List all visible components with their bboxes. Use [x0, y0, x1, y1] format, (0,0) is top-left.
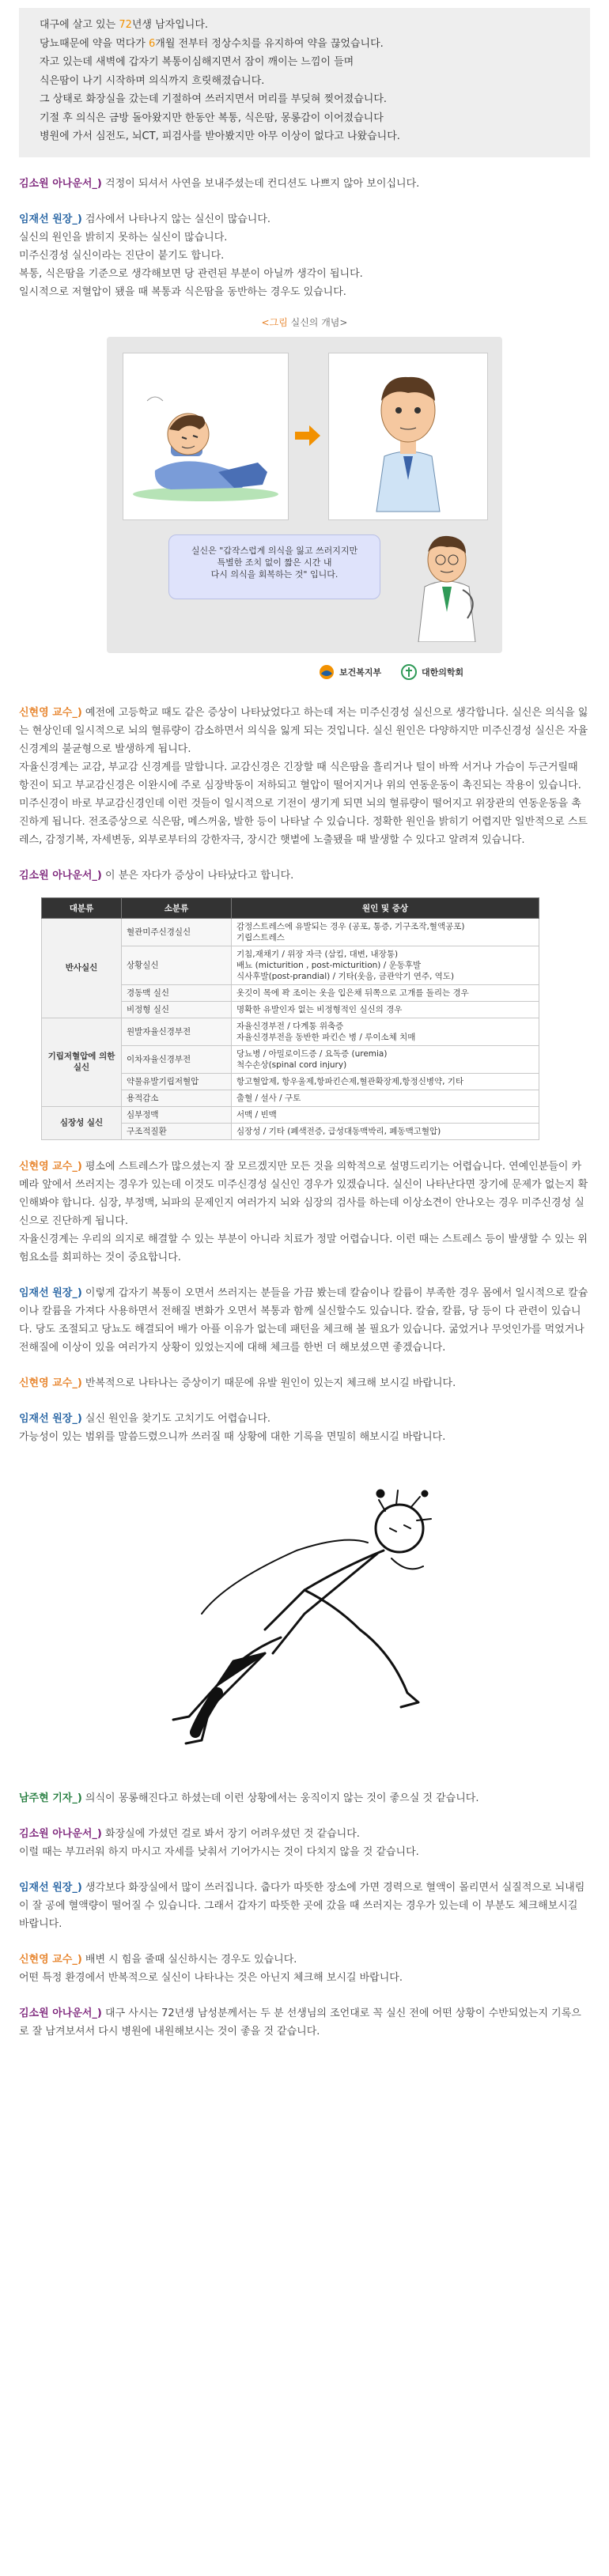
syncope-concept-figure	[107, 337, 502, 653]
letter-text: 개월 전부터 정상수치를 유지하여 약을 끊었습니다.	[155, 37, 384, 50]
cause-line: 명확한 유발인자 없는 비정형적인 실신의 경우	[236, 1004, 403, 1014]
speaker-name: 신현영 교수_)	[19, 1160, 82, 1173]
dialogue-line	[19, 2004, 590, 2041]
speaker-name: 김소원 아나운서_)	[19, 1827, 102, 1840]
dialogue-paragraph	[19, 867, 590, 885]
dialogue-paragraph	[19, 175, 590, 193]
dialogue-paragraph	[19, 1374, 590, 1392]
sub-category-cell: 비정형 실신	[122, 1001, 232, 1018]
dialogue-line	[19, 283, 590, 301]
dialogue-line	[19, 175, 590, 193]
speaker-name: 남주현 기자_)	[19, 1792, 82, 1804]
table-row	[42, 918, 539, 946]
sub-category-cell: 혈관미주신경실신	[122, 918, 232, 946]
cause-line: 배뇨 (micturition , post-micturition) / 운동후발	[236, 960, 422, 970]
mohw-emblem-icon	[319, 664, 335, 680]
cause-line: 기침,재채기 / 위장 자극 (삼킴, 대변, 내장통)	[236, 949, 399, 959]
cause-line: 서맥 / 빈맥	[236, 1109, 277, 1120]
cause-cell	[232, 946, 539, 984]
dialogue-line	[19, 247, 590, 265]
dialogue-line	[19, 1158, 590, 1230]
sub-category-cell: 용적감소	[122, 1090, 232, 1106]
dialogue-line	[19, 229, 590, 247]
major-category-cell: 기립저혈압에 의한 실신	[42, 1018, 122, 1106]
speaker-name: 신현영 교수_)	[19, 706, 82, 719]
letter-text: 기절 후 의식은 금방 돌아왔지만 한동안 복통, 식은땀, 몽롱감이 이어졌습니다	[40, 111, 384, 124]
letter-text: 대구에 살고 있는	[40, 19, 119, 31]
letter-text: 그 상태로 화장실을 갔는데 기절하여 쓰러지면서 머리를 부딪혀 찢어졌습니다.	[40, 93, 388, 105]
dialogue-paragraph	[19, 1951, 590, 1987]
dialogue-text: 미주신경이 바로 부교감신경인데 이런 것들이 일시적으로 기전이 생기게 되면 뇌의 혈류량이 떨어지고 위장관의 연동운동을 촉진하게 됩니다. 전조증상으로 식은땀, 메스꺼움, 발한 등이 나타날 수 있습니다. 정확한 원인을 밝히기 어렵지만 일반적으로 스트레스, 감정기복, 자세변동, 외부로부터의 강한자극, 장시간 햇볕에 노출됐을 때 발생할 수 있다고 알려져 있습니다.	[19, 797, 588, 846]
arrow-right-icon	[293, 424, 322, 448]
fainted-man-illustration	[123, 353, 289, 520]
viewer-letter	[19, 8, 590, 157]
dialogue-line	[19, 795, 590, 849]
doctor-illustration	[407, 523, 486, 642]
cause-line: 심장성 / 기타 (폐색전증, 급성대동맥박리, 폐동맥고혈압)	[236, 1126, 441, 1136]
speaker-name: 임재선 원장_)	[19, 213, 82, 225]
dialogue-line	[19, 265, 590, 283]
letter-line	[40, 90, 569, 109]
speaker-name: 임재선 원장_)	[19, 1412, 82, 1425]
speaker-name: 임재선 원장_)	[19, 1881, 82, 1894]
kams-emblem-icon	[401, 664, 417, 680]
header-cause-symptom: 원인 및 증상	[232, 897, 539, 918]
mohw-logo	[319, 664, 381, 680]
syncope-classification-table	[41, 897, 539, 1140]
figure-source-logos	[107, 659, 502, 686]
recovered-man-illustration	[328, 353, 488, 520]
dialogue-paragraph	[19, 2004, 590, 2041]
dialogue-text: 이렇게 갑자기 복통이 오면서 쓰러지는 분들을 가끔 봤는데 칼슘이나 칼륨이 부족한 경우 몸에서 일시적으로 칼슘이나 칼륨을 가져다 사용하면서 전해질 변화가 오면서 복통과 함께 실신할수도 있습니다. 칼슘, 칼륨, 당 등이 다 관련이 있습니다. 당도 조절되고 당뇨도 해결되어 배가 아플 이유가 없는데 패턴을 체크해 볼 필요가 있습니다. 굶었거나 무엇인가를 먹었거나 전해질에 이상이 있을 여러가지 상황이 있었는지에 대해 체크를 한번 더 해보셨으면 좋겠습니다.	[19, 1286, 588, 1354]
dialogue-paragraph	[19, 1410, 590, 1446]
letter-line	[40, 35, 569, 54]
cause-cell	[232, 984, 539, 1001]
dialogue-line	[19, 1969, 590, 1987]
sub-category-cell: 구조적질환	[122, 1123, 232, 1139]
fainting-man-sketch	[107, 1456, 502, 1772]
dialogue-paragraph	[19, 704, 590, 849]
dialogue-line	[19, 210, 590, 229]
cause-cell	[232, 1045, 539, 1073]
sub-category-cell: 약물유발기립저혈압	[122, 1073, 232, 1090]
cause-cell	[232, 1001, 539, 1018]
cause-line: 당뇨병 / 아밀로이드증 / 요독증 (uremia)	[236, 1048, 388, 1059]
dialogue-paragraph	[19, 1879, 590, 1933]
dialogue-paragraph	[19, 1284, 590, 1357]
dialogue-text: 생각보다 화장실에서 많이 쓰러집니다. 춥다가 따뜻한 장소에 가면 경력으로 혈액이 몰리면서 실질적으로 뇌내림이 잘 공에 혈액량이 떨어질 수 있습니다. 그래서 갑자기 따뜻한 곳에 갔을 때 쓰러지는 경우가 있는데 이 부분도 체크해보시길 바랍니다.	[19, 1881, 585, 1930]
dialogue-line	[19, 1951, 590, 1969]
dialogue-line	[19, 704, 590, 758]
dialogue-text: 어떤 특정 환경에서 반복적으로 실신이 나타나는 것은 아닌지 체크해 보시길 바랍니다.	[19, 1971, 403, 1984]
speaker-name: 신현영 교수_)	[19, 1377, 82, 1389]
bubble-line-3: 다시 의식을 회복하는 것" 입니다.	[210, 568, 339, 580]
letter-line	[40, 72, 569, 91]
major-category-cell: 심장성 실신	[42, 1106, 122, 1139]
cause-line: 기립스트레스	[236, 932, 285, 942]
dialogue-section-1	[19, 175, 590, 301]
letter-text: 병원에 가서 심전도, 뇌CT, 피검사를 받아봤지만 아무 이상이 없다고 나왔습니다.	[40, 130, 400, 142]
dialogue-text: 의식이 몽롱해진다고 하셨는데 이런 상황에서는 웅직이지 않는 것이 좋으실 것 같습니다.	[85, 1792, 479, 1804]
bubble-line-2: 특별한 조치 없이 짧은 시간 내	[217, 557, 332, 568]
dialogue-text: 화장실에 가셨던 걸로 봐서 장기 어려우셨던 것 같습니다.	[105, 1827, 360, 1840]
cause-line: 감정스트레스에 유발되는 경우 (공포, 통증, 기구조작,혈액공포)	[236, 921, 465, 931]
dialogue-text: 평소에 스트레스가 많으셨는지 잘 모르겠지만 모든 것을 의학적으로 설명드리기는 어렵습니다. 연예인분들이 카메라 앞에서 쓰러지는 경우가 있는데 이것도 미주신경성 실신인 경우가 있겠습니다. 실신이 나타난다면 장기에 문제가 없는지 확인해봐야 합니다. 심장, 부정맥, 뇌파의 문제인지 여러가지 뇌와 심장의 검사를 하는데 이상소견이 안나오는 경우 미주신경성 실신으로 진단하게 됩니다.	[19, 1160, 588, 1227]
letter-line	[40, 109, 569, 128]
letter-text: 년생 남자입니다.	[131, 19, 209, 31]
dialogue-text: 이 분은 자다가 증상이 나타났다고 합니다.	[105, 869, 294, 882]
article-body	[19, 0, 590, 2041]
speaker-name: 김소원 아나운서_)	[19, 177, 102, 190]
cause-cell	[232, 1106, 539, 1123]
letter-line	[40, 127, 569, 146]
dialogue-text: 걱정이 되셔서 사연을 보내주셨는데 컨디션도 나쁘지 않아 보이십니다.	[105, 177, 420, 190]
cause-line: 옷깃이 목에 꽉 조이는 옷을 입은채 뒤쪽으로 고개를 돌리는 경우	[236, 988, 469, 998]
speaker-name: 신현영 교수_)	[19, 1953, 82, 1966]
figure-title	[19, 315, 590, 329]
cause-line: 출혈 / 설사 / 구토	[236, 1093, 301, 1103]
letter-text: 식은땀이 나기 시작하며 의식까지 흐릿해졌습니다.	[40, 74, 265, 87]
dialogue-line	[19, 1230, 590, 1267]
dialogue-text: 미주신경성 실신이라는 진단이 붙기도 합니다.	[19, 249, 225, 262]
letter-line	[40, 53, 569, 72]
dialogue-text: 배변 시 힘을 줄때 실신하시는 경우도 있습니다.	[85, 1953, 297, 1966]
dialogue-text: 반복적으로 나타나는 증상이기 때문에 유발 원인이 있는지 체크해 보시길 바랍니다.	[85, 1377, 456, 1389]
mohw-logo-text: 보건복지부	[339, 667, 382, 678]
header-sub-category: 소분류	[122, 897, 232, 918]
cause-cell	[232, 1090, 539, 1106]
dialogue-line	[19, 1843, 590, 1861]
sub-category-cell: 상황실신	[122, 946, 232, 984]
dialogue-line	[19, 1284, 590, 1357]
cause-cell	[232, 1073, 539, 1090]
kams-logo	[401, 664, 463, 680]
dialogue-text: 실신 원인을 찾기도 고치기도 어렵습니다.	[85, 1412, 271, 1425]
dialogue-text: 검사에서 나타나지 않는 실신이 많습니다.	[85, 213, 271, 225]
dialogue-section-4	[19, 1789, 590, 2041]
dialogue-text: 자율신경계는 교감, 부교감 신경계를 말합니다. 교감신경은 긴장할 때 식은땀을 흘리거나 털이 바짝 서거나 가슴이 두근거릴때 항진이 되고 부교감신경은 이완시에 주로 심장박동이 저하되고 혈압이 떨어지거나 위의 연동운동이 촉진되는 작용이 있습니다.	[19, 761, 581, 791]
sub-category-cell: 이차자율신경부전	[122, 1045, 232, 1073]
dialogue-line	[19, 867, 590, 885]
cause-cell	[232, 1018, 539, 1045]
dialogue-paragraph	[19, 1789, 590, 1807]
dialogue-text: 자율신경계는 우리의 의지로 해결할 수 있는 부분이 아니라 치료가 정말 어렵습니다. 이런 때는 스트레스 등이 발생할 수 있는 위험요소를 회피하는 것이 중요합니다.	[19, 1233, 588, 1263]
cause-line: 식사후발(post-prandial) / 기타(웃음, 금관악기 연주, 역도)	[236, 971, 455, 981]
dialogue-paragraph	[19, 210, 590, 301]
dialogue-text: 이럴 때는 부끄러워 하지 마시고 자세를 낮춰서 기어가시는 것이 다치지 않을 것 같습니다.	[19, 1845, 419, 1858]
letter-text: 자고 있는데 새벽에 갑자기 복통이심해지면서 잠이 깨이는 느낌이 들며	[40, 56, 354, 68]
dialogue-line	[19, 1825, 590, 1843]
syncope-definition-bubble	[168, 534, 380, 599]
dialogue-line	[19, 1374, 590, 1392]
letter-highlight-number: 72	[119, 19, 132, 31]
sub-category-cell: 경동맥 실신	[122, 984, 232, 1001]
cause-line: 자율신경부전을 동반한 파킨슨 병 / 루이소체 치매	[236, 1032, 416, 1042]
cause-line: 항고혈압제, 항우울제,항파킨슨제,혈관확장제,항정신병약, 기타	[236, 1076, 464, 1086]
table-header-row	[42, 897, 539, 918]
letter-line	[40, 16, 569, 35]
speaker-name: 김소원 아나운서_)	[19, 2007, 102, 2019]
cause-cell	[232, 1123, 539, 1139]
figure-title-prefix: <그림	[261, 316, 288, 328]
dialogue-text: 일시적으로 저혈압이 됐을 때 복통과 식은땀을 동반하는 경우도 있습니다.	[19, 285, 346, 298]
cause-line: 척수손상(spinal cord injury)	[236, 1059, 347, 1070]
dialogue-text: 대구 사시는 72년생 남성분께서는 두 분 선생님의 조언대로 꼭 실신 전에 어떤 상황이 수반되었는지 기록으로 잘 남겨보셔서 다시 병원에 내원해보시는 것이 좋을 것 같습니다.	[19, 2007, 581, 2038]
table-row	[42, 1106, 539, 1123]
sub-category-cell: 원발자율신경부전	[122, 1018, 232, 1045]
major-category-cell: 반사실신	[42, 918, 122, 1018]
speaker-name: 임재선 원장_)	[19, 1286, 82, 1299]
dialogue-paragraph	[19, 1825, 590, 1861]
dialogue-text: 실신의 원인을 밝히지 못하는 실신이 많습니다.	[19, 231, 228, 244]
header-major-category: 대분류	[42, 897, 122, 918]
dialogue-text: 가능성이 있는 범위를 말씀드렸으니까 쓰러질 때 상황에 대한 기록을 면밀히 해보시길 바랍니다.	[19, 1430, 446, 1443]
letter-text: 당뇨때문에 약을 먹다가	[40, 37, 149, 50]
dialogue-section-3	[19, 1158, 590, 1446]
dialogue-text: 예전에 고등학교 때도 같은 증상이 나타났었다고 하는데 저는 미주신경성 실신으로 생각합니다. 실신은 의식을 잃는 현상인데 일시적으로 뇌의 혈류량이 감소하면서 의식을 잃게 되는 것입니다. 실신 원인은 다양하지만 미주신경성 실신은 자율신경계의 불균형으로 발생하게 됩니다.	[19, 706, 588, 755]
bubble-line-1: 실신은 "갑작스럽게 의식을 잃고 쓰러지지만	[191, 545, 358, 556]
letter-highlight-number: 6	[148, 37, 156, 50]
kams-logo-text: 대한의학회	[422, 667, 464, 678]
dialogue-line	[19, 1410, 590, 1428]
dialogue-paragraph	[19, 1158, 590, 1267]
speaker-name: 김소원 아나운서_)	[19, 869, 102, 882]
sub-category-cell: 심부정맥	[122, 1106, 232, 1123]
dialogue-line	[19, 1789, 590, 1807]
cause-cell	[232, 918, 539, 946]
figure-title-rest: 실신의 개념>	[287, 316, 348, 328]
dialogue-section-2	[19, 704, 590, 885]
dialogue-line	[19, 758, 590, 795]
dialogue-line	[19, 1428, 590, 1446]
dialogue-line	[19, 1879, 590, 1933]
table-row	[42, 1018, 539, 1045]
dialogue-text: 복통, 식은땀을 기준으로 생각해보면 당 관련된 부분이 아닐까 생각이 됩니다.	[19, 267, 363, 280]
cause-line: 자율신경부전 / 다계통 위축증	[236, 1021, 344, 1031]
